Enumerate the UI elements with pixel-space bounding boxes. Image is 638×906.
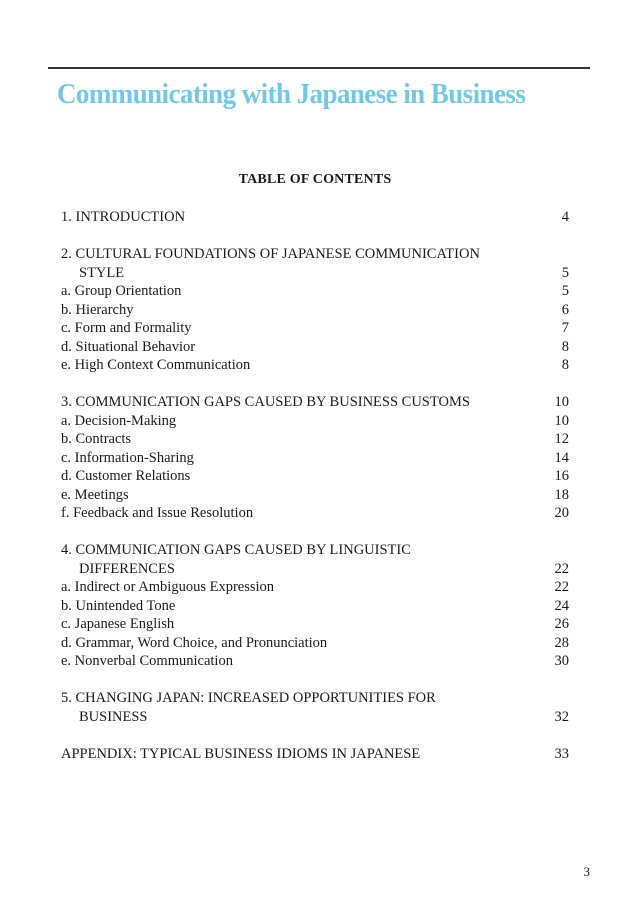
toc-entry-page: 10	[554, 394, 569, 410]
toc-entry-label: 3. COMMUNICATION GAPS CAUSED BY BUSINESS CUSTOMS	[61, 394, 470, 410]
toc-entry-page: 7	[561, 320, 569, 336]
toc-entry-page: 5	[561, 264, 569, 281]
toc-entry-page: 20	[554, 505, 569, 521]
toc-entry-page: 10	[554, 412, 569, 429]
toc-entry-introduction[interactable]	[61, 208, 569, 227]
toc-subentry[interactable]	[61, 486, 569, 505]
toc-subentry[interactable]	[61, 282, 569, 301]
toc-entry-label: e. Nonverbal Communication	[61, 653, 233, 669]
toc-entry-changing-japan-cont[interactable]	[61, 708, 569, 727]
document-title: Communicating with Japanese in Business	[57, 78, 526, 110]
toc-subentry[interactable]	[61, 467, 569, 486]
toc-entry-linguistic-differences[interactable]	[61, 541, 569, 560]
toc-entry-label: b. Contracts	[61, 431, 132, 447]
toc-entry-label: e. Meetings	[61, 486, 129, 503]
toc-entry-label: d. Situational Behavior	[61, 338, 196, 355]
toc-subentry[interactable]	[61, 634, 569, 653]
toc-entry-label: 5. CHANGING JAPAN: INCREASED OPPORTUNITIES FOR	[61, 690, 436, 706]
toc-entry-label: a. Decision-Making	[61, 412, 177, 429]
toc-subentry[interactable]	[61, 578, 569, 597]
toc-entry-page: 5	[561, 283, 569, 299]
toc-entry-label: a. Group Orientation	[61, 283, 182, 299]
toc-subentry[interactable]	[61, 652, 569, 671]
toc-entry-page: 14	[554, 449, 569, 466]
toc-entry-label: e. High Context Communication	[61, 357, 251, 373]
toc-entry-cultural-foundations[interactable]	[61, 245, 569, 264]
toc-entry-label: 4. COMMUNICATION GAPS CAUSED BY LINGUISTIC	[61, 542, 411, 558]
toc-entry-label: d. Grammar, Word Choice, and Pronunciation	[61, 634, 328, 651]
toc-entry-page: 30	[554, 653, 569, 669]
toc-subentry[interactable]	[61, 356, 569, 375]
toc-entry-label: 2. CULTURAL FOUNDATIONS OF JAPANESE COMMUNICATION	[61, 246, 480, 262]
toc-subentry[interactable]	[61, 449, 569, 468]
toc-subentry[interactable]	[61, 301, 569, 320]
toc-entry-label: d. Customer Relations	[61, 468, 191, 484]
toc-entry-page: 6	[561, 301, 569, 318]
toc-entry-label: b. Hierarchy	[61, 301, 134, 318]
toc-entry-linguistic-differences-cont[interactable]	[61, 560, 569, 579]
toc-entry-page: 12	[554, 431, 569, 447]
toc-entry-page: 28	[554, 634, 569, 651]
toc-entry-changing-japan[interactable]	[61, 689, 569, 708]
toc-entry-label: c. Form and Formality	[61, 320, 192, 336]
toc-entry-business-customs[interactable]	[61, 393, 569, 412]
toc-entry-page: 8	[561, 357, 569, 373]
toc-subentry[interactable]	[61, 504, 569, 523]
toc-subentry[interactable]	[61, 412, 569, 431]
toc-entry-page: 24	[554, 597, 569, 614]
toc-entry-page: 32	[554, 708, 569, 725]
toc-entry-page: 18	[554, 486, 569, 503]
toc-entry-cultural-foundations-cont[interactable]	[61, 264, 569, 283]
toc-entry-label: f. Feedback and Issue Resolution	[61, 505, 254, 521]
toc-entry-label: 1. INTRODUCTION	[61, 209, 186, 225]
toc-entry-appendix[interactable]	[61, 745, 569, 764]
toc-entry-page: 4	[561, 209, 569, 225]
toc-entry-label: BUSINESS	[79, 708, 148, 725]
toc-entry-label: STYLE	[79, 264, 125, 281]
toc-entry-page: 8	[561, 338, 569, 355]
toc-entry-label: c. Japanese English	[61, 616, 175, 632]
toc-entry-page: 22	[554, 560, 569, 577]
page-number: 3	[583, 864, 590, 879]
toc-entry-page: 16	[554, 468, 569, 484]
toc-heading: TABLE OF CONTENTS	[238, 172, 392, 187]
toc-entry-label: b. Unintended Tone	[61, 597, 176, 614]
toc-entry-label: DIFFERENCES	[79, 560, 175, 577]
toc-subentry[interactable]	[61, 430, 569, 449]
header-rule	[48, 67, 590, 69]
toc-entry-label: a. Indirect or Ambiguous Expression	[61, 579, 275, 595]
toc-entry-label: APPENDIX: TYPICAL BUSINESS IDIOMS IN JAPANESE	[61, 745, 421, 762]
toc-entry-page: 22	[554, 579, 569, 595]
toc-subentry[interactable]	[61, 319, 569, 338]
toc-entry-page: 33	[554, 745, 569, 762]
toc-entry-label: c. Information-Sharing	[61, 449, 194, 466]
table-of-contents	[61, 208, 569, 763]
toc-entry-page: 26	[554, 616, 569, 632]
toc-subentry[interactable]	[61, 338, 569, 357]
toc-subentry[interactable]	[61, 597, 569, 616]
toc-subentry[interactable]	[61, 615, 569, 634]
